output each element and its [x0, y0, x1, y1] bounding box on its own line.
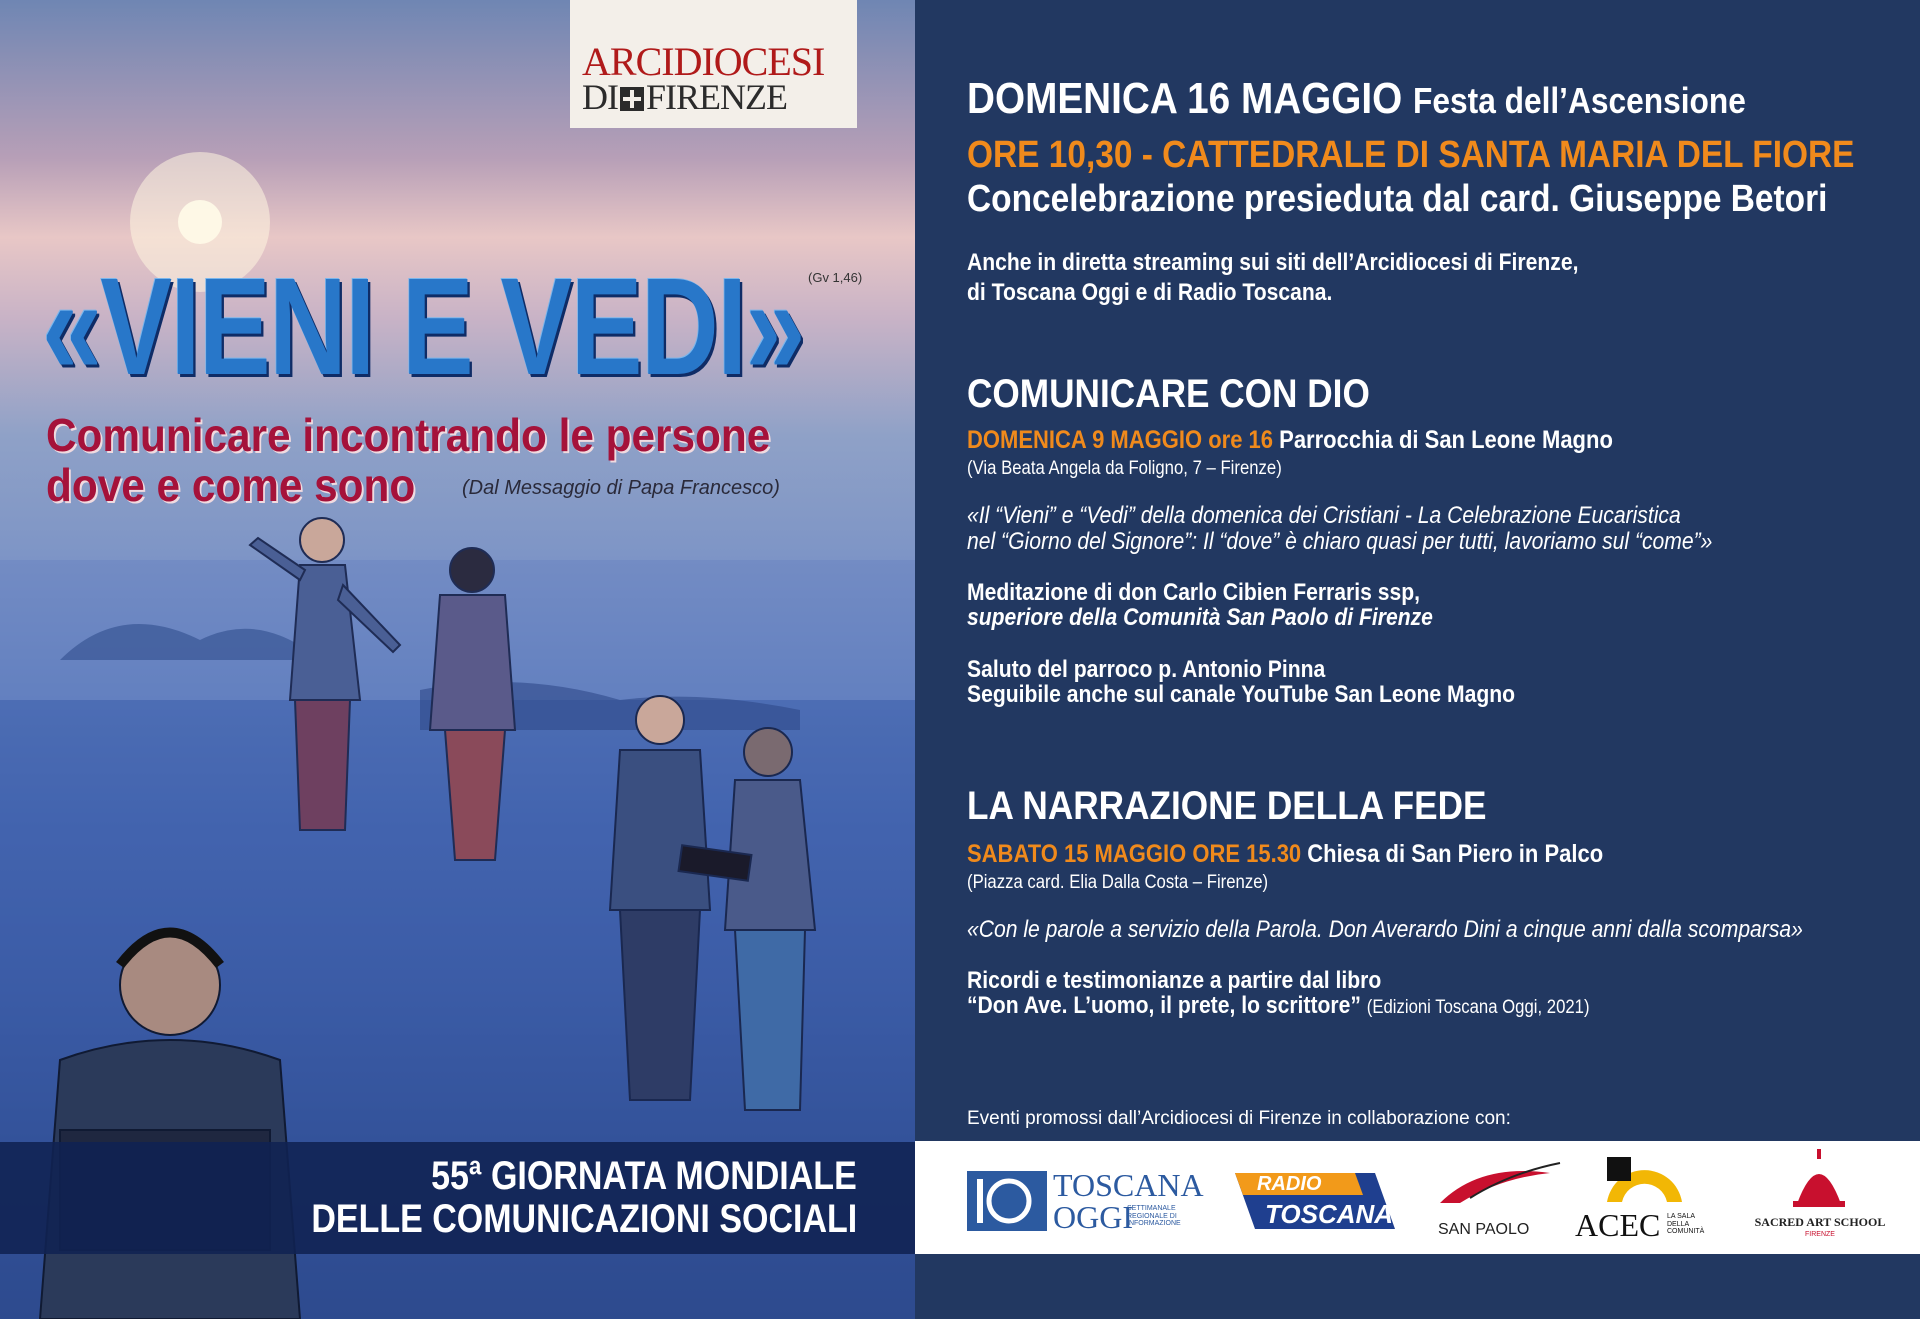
section-2-book: “Don Ave. L’uomo, il prete, lo scrittore” [967, 992, 1361, 1019]
toscana-oggi-text-2: OGGI [1053, 1199, 1133, 1235]
san-paolo-text: SAN PAOLO [1438, 1221, 1530, 1238]
section-2-book-line [967, 993, 1590, 1021]
section-1-when: DOMENICA 9 MAGGIO ore 16 [967, 426, 1274, 454]
logo-line-1: ARCIDIOCESI [582, 39, 825, 84]
toscana-oggi-icon [967, 1171, 1047, 1231]
section-1-when-where [967, 426, 1613, 455]
section-1-meditation-2: superiore della Comunità San Paolo di Firenze [967, 604, 1433, 631]
logo-line-2-a: DI [582, 77, 618, 117]
acec-arc-icon [1597, 1147, 1687, 1207]
streaming-line-2: di Toscana Oggi e di Radio Toscana. [967, 279, 1333, 306]
partners-intro: Eventi promossi dall’Arcidiocesi di Firenze in collaborazione con: [967, 1108, 1511, 1129]
cross-icon [620, 87, 644, 111]
beach-scene-illustration [0, 0, 915, 1319]
section-2-when-where [967, 840, 1603, 869]
section-2-when: SABATO 15 MAGGIO ORE 15.30 [967, 840, 1302, 868]
giornata-line-2: DELLE COMUNICAZIONI SOCIALI [311, 1197, 857, 1241]
sacred-art-subtitle: FIRENZE [1805, 1231, 1835, 1238]
toscana-oggi-logo [967, 1141, 1207, 1254]
section-1-title: COMUNICARE CON DIO [967, 372, 1370, 416]
section-1-quote-2: nel “Giorno del Signore”: Il “dove” è chiaro quasi per tutti, lavoriamo sul “come”» [967, 528, 1713, 555]
section-2-memories: Ricordi e testimonianze a partire dal libro [967, 967, 1382, 994]
arcidiocesi-logo [570, 0, 857, 128]
section-1-greeting-2: Seguibile anche sul canale YouTube San Leone Magno [967, 681, 1516, 708]
giornata-line-1: 55ª GIORNATA MONDIALE [431, 1154, 857, 1198]
logo-line-2 [582, 76, 787, 118]
section-1-address: (Via Beata Angela da Foligno, 7 – Firenze) [967, 458, 1282, 479]
radio-toscana-text-2: TOSCANA [1265, 1199, 1394, 1229]
streaming-line-1: Anche in diretta streaming sui siti dell’Arcidiocesi di Firenze, [967, 249, 1579, 276]
section-1-quote-1: «Il “Vieni” e “Vedi” della domenica dei Cristiani - La Celebrazione Eucaristica [967, 502, 1681, 529]
section-1-where: Parrocchia di San Leone Magno [1279, 426, 1613, 454]
section-1-meditation-1: Meditazione di don Carlo Cibien Ferraris ssp, [967, 579, 1420, 606]
toscana-oggi-text-1: TOSCANA [1053, 1167, 1204, 1203]
gospel-reference: (Gv 1,46) [808, 270, 863, 285]
san-paolo-logo [1420, 1141, 1570, 1254]
radio-toscana-logo [1235, 1141, 1405, 1254]
section-2-title: LA NARRAZIONE DELLA FEDE [967, 784, 1487, 828]
main-event-celebration: Concelebrazione presieduta dal card. Giuseppe Betori [967, 178, 1828, 220]
poster-illustration [0, 0, 915, 1319]
acec-logo [1575, 1141, 1725, 1254]
main-event-feast: Festa dell’Ascensione [1413, 80, 1746, 121]
acec-text: ACEC [1575, 1207, 1661, 1243]
poster-subtitle-2: dove e come sono [46, 459, 416, 511]
main-event-date: DOMENICA 16 MAGGIO [967, 74, 1403, 123]
main-event-time-place: ORE 10,30 - CATTEDRALE DI SANTA MARIA DEL FIORE [967, 134, 1855, 176]
section-2-address: (Piazza card. Elia Dalla Costa – Firenze) [967, 872, 1269, 893]
main-event-heading [967, 74, 1746, 124]
sacred-art-text: SACRED ART SCHOOL [1754, 1215, 1886, 1229]
poster-headline: «VIENI E VEDI» [42, 250, 804, 404]
poster-subtitle-1: Comunicare incontrando le persone [46, 409, 771, 461]
section-2-edition: (Edizioni Toscana Oggi, 2021) [1366, 997, 1590, 1018]
poster-source: (Dal Messaggio di Papa Francesco) [462, 477, 780, 499]
sacred-art-school-logo [1745, 1141, 1895, 1254]
partner-logos-strip [915, 1141, 1920, 1254]
section-1-greeting-1: Saluto del parroco p. Antonio Pinna [967, 656, 1326, 683]
logo-line-2-b: FIRENZE [646, 77, 787, 117]
radio-toscana-text-1: RADIO [1257, 1173, 1322, 1195]
san-paolo-swoosh-icon [1420, 1153, 1570, 1223]
section-2-where: Chiesa di San Piero in Palco [1307, 840, 1604, 868]
acec-subtitle: LA SALA DELLA COMUNITÀ [1667, 1213, 1705, 1236]
duomo-dome-icon [1789, 1149, 1849, 1209]
section-2-quote: «Con le parole a servizio della Parola. Don Averardo Dini a cinque anni dalla scomparsa» [967, 916, 1803, 943]
toscana-oggi-subtitle: SETTIMANALE REGIONALE DI INFORMAZIONE [1127, 1205, 1181, 1228]
